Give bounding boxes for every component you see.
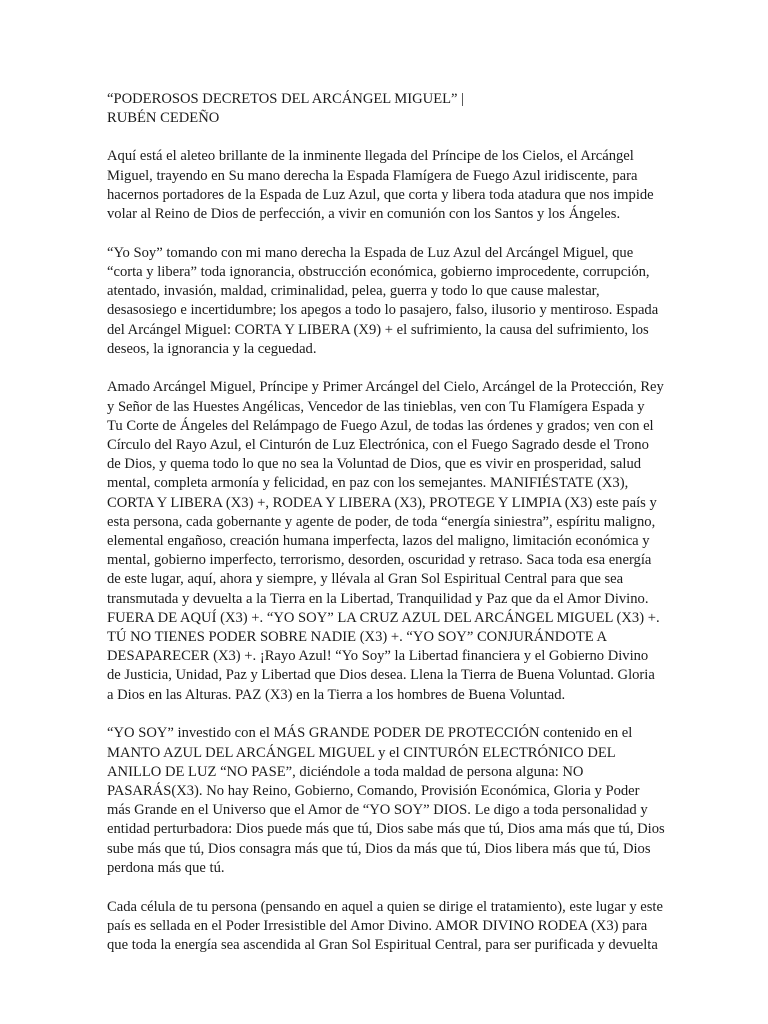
text-line: Aquí está el aleteo brillante de la inminente llegada del Príncipe de los Cielos, el Arcángel bbox=[107, 148, 634, 165]
text-line: atentado, invasión, maldad, criminalidad, pelea, guerra y todo lo que cause malestar, bbox=[107, 283, 600, 300]
text-line: hacernos portadores de la Espada de Luz Azul, que corta y libera toda atadura que nos impide bbox=[107, 186, 654, 203]
paragraph bbox=[107, 898, 663, 956]
text-line: esta persona, cada gobernante y agente de poder, de toda “energía siniestra”, espíritu maligno, bbox=[107, 513, 656, 530]
document-title bbox=[107, 90, 663, 128]
paragraph bbox=[107, 147, 663, 224]
title-line: “PODEROSOS DECRETOS DEL ARCÁNGEL MIGUEL” | bbox=[107, 91, 465, 107]
text-line: de Justicia, Unidad, Paz y Libertad que Dios desea. Llena la Tierra de Buena Voluntad. Gloria bbox=[107, 667, 655, 684]
text-line: Cada célula de tu persona (pensando en aquel a quien se dirige el tratamiento), este lugar y este bbox=[107, 898, 663, 915]
text-line: Tu Corte de Ángeles del Relámpago de Fuego Azul, de todas las órdenes y grados; ven con el bbox=[107, 417, 654, 434]
text-line: elemental engañoso, creación humana imperfecta, lazos del maligno, limitación económica y bbox=[107, 533, 650, 550]
text-line: PASARÁS(X3). No hay Reino, Gobierno, Comando, Provisión Económica, Gloria y Poder bbox=[107, 783, 640, 799]
text-line: de este lugar, aquí, ahora y siempre, y llévala al Gran Sol Espiritual Central para que sea bbox=[107, 571, 624, 588]
text-line: transmutada y devuelta a la Tierra en la Libertad, Tranquilidad y Paz que da el Amor Divino. bbox=[107, 590, 649, 607]
text-line: más Grande en el Universo que el Amor de “YO SOY” DIOS. Le digo a toda personalidad y bbox=[107, 802, 648, 819]
text-line: de Dios, y quema todo lo que no sea la Voluntad de Dios, que es vivir en prosperidad, salud bbox=[107, 456, 642, 473]
paragraph bbox=[107, 724, 663, 878]
text-line: entidad perturbadora: Dios puede más que tú, Dios sabe más que tú, Dios ama más que tú, Dios bbox=[107, 821, 665, 838]
text-line: TÚ NO TIENES PODER SOBRE NADIE (X3) +. “YO SOY” CONJURÁNDOTE A bbox=[107, 629, 608, 646]
text-line: FUERA DE AQUÍ (X3) +. “YO SOY” LA CRUZ AZUL DEL ARCÁNGEL MIGUEL (X3) +. bbox=[107, 609, 660, 626]
author-line: RUBÉN CEDEÑO bbox=[107, 110, 220, 127]
text-line: sube más que tú, Dios consagra más que tú, Dios da más que tú, Dios libera más que tú, Dios bbox=[107, 840, 651, 857]
text-line: DESAPARECER (X3) +. ¡Rayo Azul! “Yo Soy” la Libertad financiera y el Gobierno Divino bbox=[107, 648, 649, 665]
text-line: del Arcángel Miguel: CORTA Y LIBERA (X9) + el sufrimiento, la causa del sufrimiento, los bbox=[107, 321, 649, 338]
text-line: “Yo Soy” tomando con mi mano derecha la Espada de Luz Azul del Arcángel Miguel, que bbox=[107, 244, 634, 261]
text-line: mental, gobierno imperfecto, terrorismo, desorden, oscuridad y retraso. Saca toda esa energía bbox=[107, 552, 652, 569]
text-line: Miguel, trayendo en Su mano derecha la Espada Flamígera de Fuego Azul iridiscente, para bbox=[107, 167, 638, 184]
text-line: CORTA Y LIBERA (X3) +, RODEA Y LIBERA (X3), PROTEGE Y LIMPIA (X3) este país y bbox=[107, 494, 657, 511]
text-line: Amado Arcángel Miguel, Príncipe y Primer Arcángel del Cielo, Arcángel de la Protección, Rey bbox=[107, 379, 664, 396]
text-line: que toda la energía sea ascendida al Gran Sol Espiritual Central, para ser purificada y devuelta bbox=[107, 936, 658, 953]
text-line: ANILLO DE LUZ “NO PASE”, diciéndole a toda maldad de persona alguna: NO bbox=[107, 763, 584, 780]
text-line: deseos, la ignorancia y la ceguedad. bbox=[107, 340, 317, 357]
text-line: “YO SOY” investido con el MÁS GRANDE PODER DE PROTECCIÓN contenido en el bbox=[107, 725, 633, 742]
text-line: perdona más que tú. bbox=[107, 859, 225, 876]
text-line: volar al Reino de Dios de perfección, a vivir en comunión con los Santos y los Ángeles. bbox=[107, 206, 621, 223]
text-line: a Dios en las Alturas. PAZ (X3) en la Tierra a los hombres de Buena Voluntad. bbox=[107, 686, 566, 703]
text-line: “corta y libera” toda ignorancia, obstrucción económica, gobierno improcedente, corrupción, bbox=[107, 263, 650, 280]
document-body bbox=[107, 147, 663, 955]
paragraph bbox=[107, 378, 663, 704]
text-line: mental, completa armonía y felicidad, en paz con los semejantes. MANIFIÉSTATE (X3), bbox=[107, 475, 629, 492]
text-line: MANTO AZUL DEL ARCÁNGEL MIGUEL y el CINTURÓN ELECTRÓNICO DEL bbox=[107, 744, 616, 761]
text-line: país es sellada en el Poder Irresistible del Amor Divino. AMOR DIVINO RODEA (X3) para bbox=[107, 917, 648, 934]
text-line: Círculo del Rayo Azul, el Cinturón de Luz Electrónica, con el Fuego Sagrado desde el Trono bbox=[107, 437, 649, 454]
text-line: y Señor de las Huestes Angélicas, Vencedor de las tinieblas, ven con Tu Flamígera Espada y bbox=[107, 398, 645, 415]
text-line: desasosiego e incertidumbre; los apegos a todo lo pasajero, falso, ilusorio y mentiroso. Espada bbox=[107, 302, 659, 319]
paragraph bbox=[107, 244, 663, 359]
document-page bbox=[107, 90, 663, 975]
